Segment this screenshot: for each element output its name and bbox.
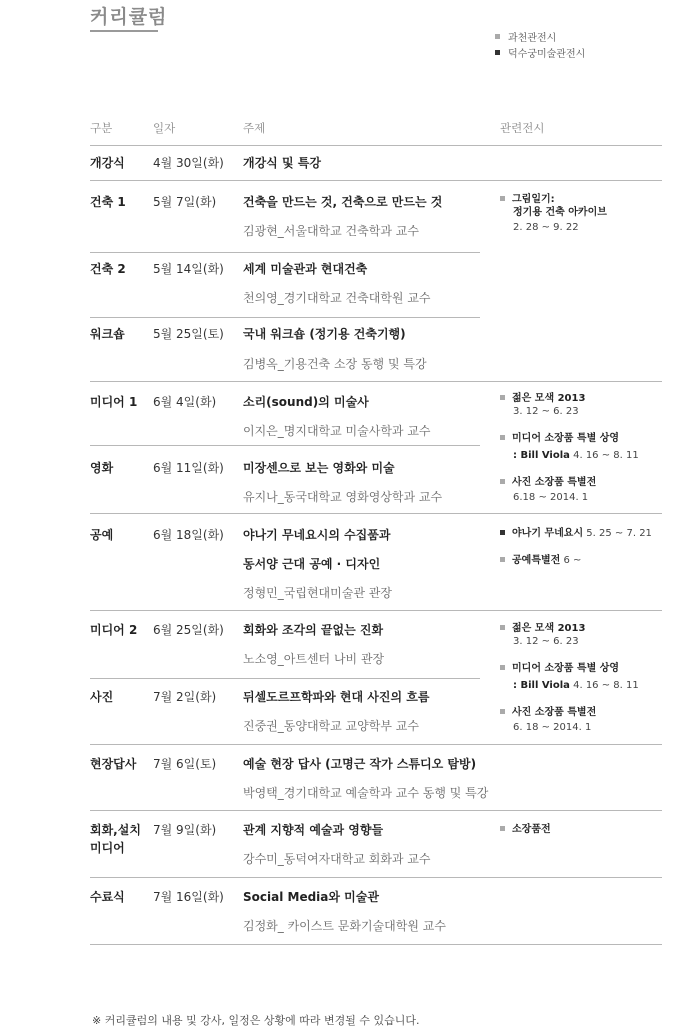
related-dates: 5. 25 ~ 7. 21: [586, 528, 652, 539]
related-exhibition: [500, 823, 551, 836]
row-lecturer: 정형민_국립현대미술관 관장: [243, 586, 392, 600]
header-category: 구분: [90, 121, 113, 135]
related-dates: 6. 18 ~ 2014. 1: [513, 722, 592, 733]
related-dates: 4. 16 ~ 8. 11: [573, 680, 639, 691]
legend-item-gwacheon: [495, 28, 585, 44]
related-title: 사진 소장품 특별전: [512, 477, 597, 488]
related-subtitle: 정기용 건축 아카이브: [513, 207, 607, 218]
row-category: 회화,설치: [90, 823, 141, 837]
row-category: 영화: [90, 461, 114, 475]
row-lecturer: 강수미_동덕여자대학교 회화과 교수: [243, 852, 431, 866]
light-square-icon: [500, 196, 505, 201]
related-dates: 6 ~: [563, 555, 582, 566]
light-square-icon: [500, 557, 505, 562]
dark-square-icon: [495, 50, 500, 55]
related-dates: 4. 16 ~ 8. 11: [573, 450, 639, 461]
page-title: 커리큘럼: [90, 6, 168, 28]
row-topic: 회화와 조각의 끝없는 진화: [243, 623, 384, 637]
legend: [495, 28, 585, 60]
related-title-line2: : Bill Viola: [513, 450, 570, 461]
row-lecturer: 유지나_동국대학교 영화영상학과 교수: [243, 490, 443, 504]
row-date: 6월 4일(화): [153, 395, 217, 409]
row-lecturer: 노소영_아트센터 나비 관장: [243, 652, 385, 666]
related-title: 그림일기:: [512, 194, 555, 205]
row-lecturer: 김정화_ 카이스트 문화기술대학원 교수: [243, 919, 446, 933]
related-title: 사진 소장품 특별전: [512, 707, 597, 718]
related-dates: 2. 28 ~ 9. 22: [513, 222, 579, 233]
row-divider: [90, 445, 480, 446]
row-topic: 국내 워크숍 (정기용 건축기행): [243, 327, 406, 341]
related-title: 젊은 모색 2013: [512, 393, 586, 404]
row-lecturer: 김병옥_기용건축 소장 동행 및 특강: [243, 357, 427, 371]
row-divider: [90, 252, 480, 253]
row-topic: 관계 지향적 예술과 영향들: [243, 823, 384, 837]
light-square-icon: [495, 34, 500, 39]
related-exhibition: [500, 432, 639, 462]
row-date: 7월 9일(화): [153, 823, 217, 837]
row-divider: [90, 744, 662, 745]
row-date: 7월 2일(화): [153, 690, 217, 704]
related-title: 야나기 무네요시: [512, 528, 584, 539]
related-title: 소장품전: [512, 824, 551, 835]
related-exhibition: [500, 706, 596, 734]
row-topic: 건축을 만드는 것, 건축으로 만드는 것: [243, 195, 443, 209]
row-topic: 뒤셀도르프학파와 현대 사진의 흐름: [243, 690, 430, 704]
related-exhibition: [500, 622, 585, 648]
row-divider: [90, 678, 480, 679]
legend-label: 과천관전시: [508, 32, 557, 44]
row-lecturer: 천의영_경기대학교 건축대학원 교수: [243, 291, 431, 305]
row-category: 건축 1: [90, 195, 126, 209]
row-divider: [90, 381, 662, 382]
row-divider: [90, 513, 662, 514]
row-date: 7월 6일(토): [153, 757, 217, 771]
row-divider: [90, 180, 662, 181]
row-topic: 소리(sound)의 미술사: [243, 395, 369, 409]
row-category: 개강식: [90, 156, 125, 170]
light-square-icon: [500, 826, 505, 831]
legend-label: 덕수궁미술관전시: [508, 48, 586, 60]
row-topic: Social Media와 미술관: [243, 890, 379, 904]
row-lecturer: 진중권_동양대학교 교양학부 교수: [243, 719, 419, 733]
row-date: 6월 11일(화): [153, 461, 224, 475]
row-date: 7월 16일(화): [153, 890, 224, 904]
related-title: 공예특별전: [512, 555, 561, 566]
row-category: 건축 2: [90, 262, 126, 276]
related-dates: 3. 12 ~ 6. 23: [513, 636, 579, 647]
related-title: 젊은 모색 2013: [512, 623, 586, 634]
title-underline: [90, 30, 158, 32]
related-exhibition: [500, 527, 652, 540]
header-topic: 주제: [243, 121, 266, 135]
row-divider: [90, 810, 662, 811]
related-exhibition: [500, 554, 581, 567]
legend-item-deoksugung: [495, 44, 585, 60]
row-topic: 야나기 무네요시의 수집품과: [243, 528, 391, 542]
row-category: 현장답사: [90, 757, 137, 771]
row-category: 워크숍: [90, 327, 125, 341]
row-date: 5월 7일(화): [153, 195, 217, 209]
row-topic: 예술 현장 답사 (고명근 작가 스튜디오 탐방): [243, 757, 477, 771]
light-square-icon: [500, 709, 505, 714]
light-square-icon: [500, 665, 505, 670]
light-square-icon: [500, 395, 505, 400]
row-category: 미디어 1: [90, 395, 138, 409]
header-date: 일자: [153, 121, 176, 135]
row-divider: [90, 317, 480, 318]
related-exhibition: [500, 662, 639, 692]
related-exhibition: [500, 193, 607, 234]
row-category: 사진: [90, 690, 114, 704]
row-divider: [90, 944, 662, 945]
row-divider: [90, 145, 662, 146]
dark-square-icon: [500, 530, 505, 535]
header-related: 관련전시: [500, 121, 545, 135]
row-date: 5월 14일(화): [153, 262, 224, 276]
row-date: 5월 25일(토): [153, 327, 224, 341]
row-date: 4월 30일(화): [153, 156, 224, 170]
row-topic: 미장센으로 보는 영화와 미술: [243, 461, 395, 475]
row-category: 수료식: [90, 890, 125, 904]
row-topic: 개강식 및 특강: [243, 156, 321, 170]
row-category: 공예: [90, 528, 114, 542]
related-title: 미디어 소장품 특별 상영: [512, 433, 620, 444]
row-topic: 세계 미술관과 현대건축: [243, 262, 368, 276]
related-exhibition: [500, 476, 596, 504]
row-topic-line2: 동서양 근대 공예 · 디자인: [243, 557, 381, 571]
row-divider: [90, 877, 662, 878]
footnote: ※ 커리큘럼의 내용 및 강사, 일정은 상황에 따라 변경될 수 있습니다.: [92, 1014, 420, 1027]
related-title-line2: : Bill Viola: [513, 680, 570, 691]
light-square-icon: [500, 479, 505, 484]
row-category-line2: 미디어: [90, 841, 125, 855]
light-square-icon: [500, 435, 505, 440]
row-lecturer: 박영택_경기대학교 예술학과 교수 동행 및 특강: [243, 786, 489, 800]
row-category: 미디어 2: [90, 623, 138, 637]
related-dates: 3. 12 ~ 6. 23: [513, 406, 579, 417]
light-square-icon: [500, 625, 505, 630]
row-lecturer: 김광현_서울대학교 건축학과 교수: [243, 224, 419, 238]
row-lecturer: 이지은_명지대학교 미술사학과 교수: [243, 424, 431, 438]
row-divider: [90, 610, 662, 611]
row-date: 6월 25일(화): [153, 623, 224, 637]
related-title: 미디어 소장품 특별 상영: [512, 663, 620, 674]
related-exhibition: [500, 392, 585, 418]
related-dates: 6.18 ~ 2014. 1: [513, 492, 589, 503]
row-date: 6월 18일(화): [153, 528, 224, 542]
